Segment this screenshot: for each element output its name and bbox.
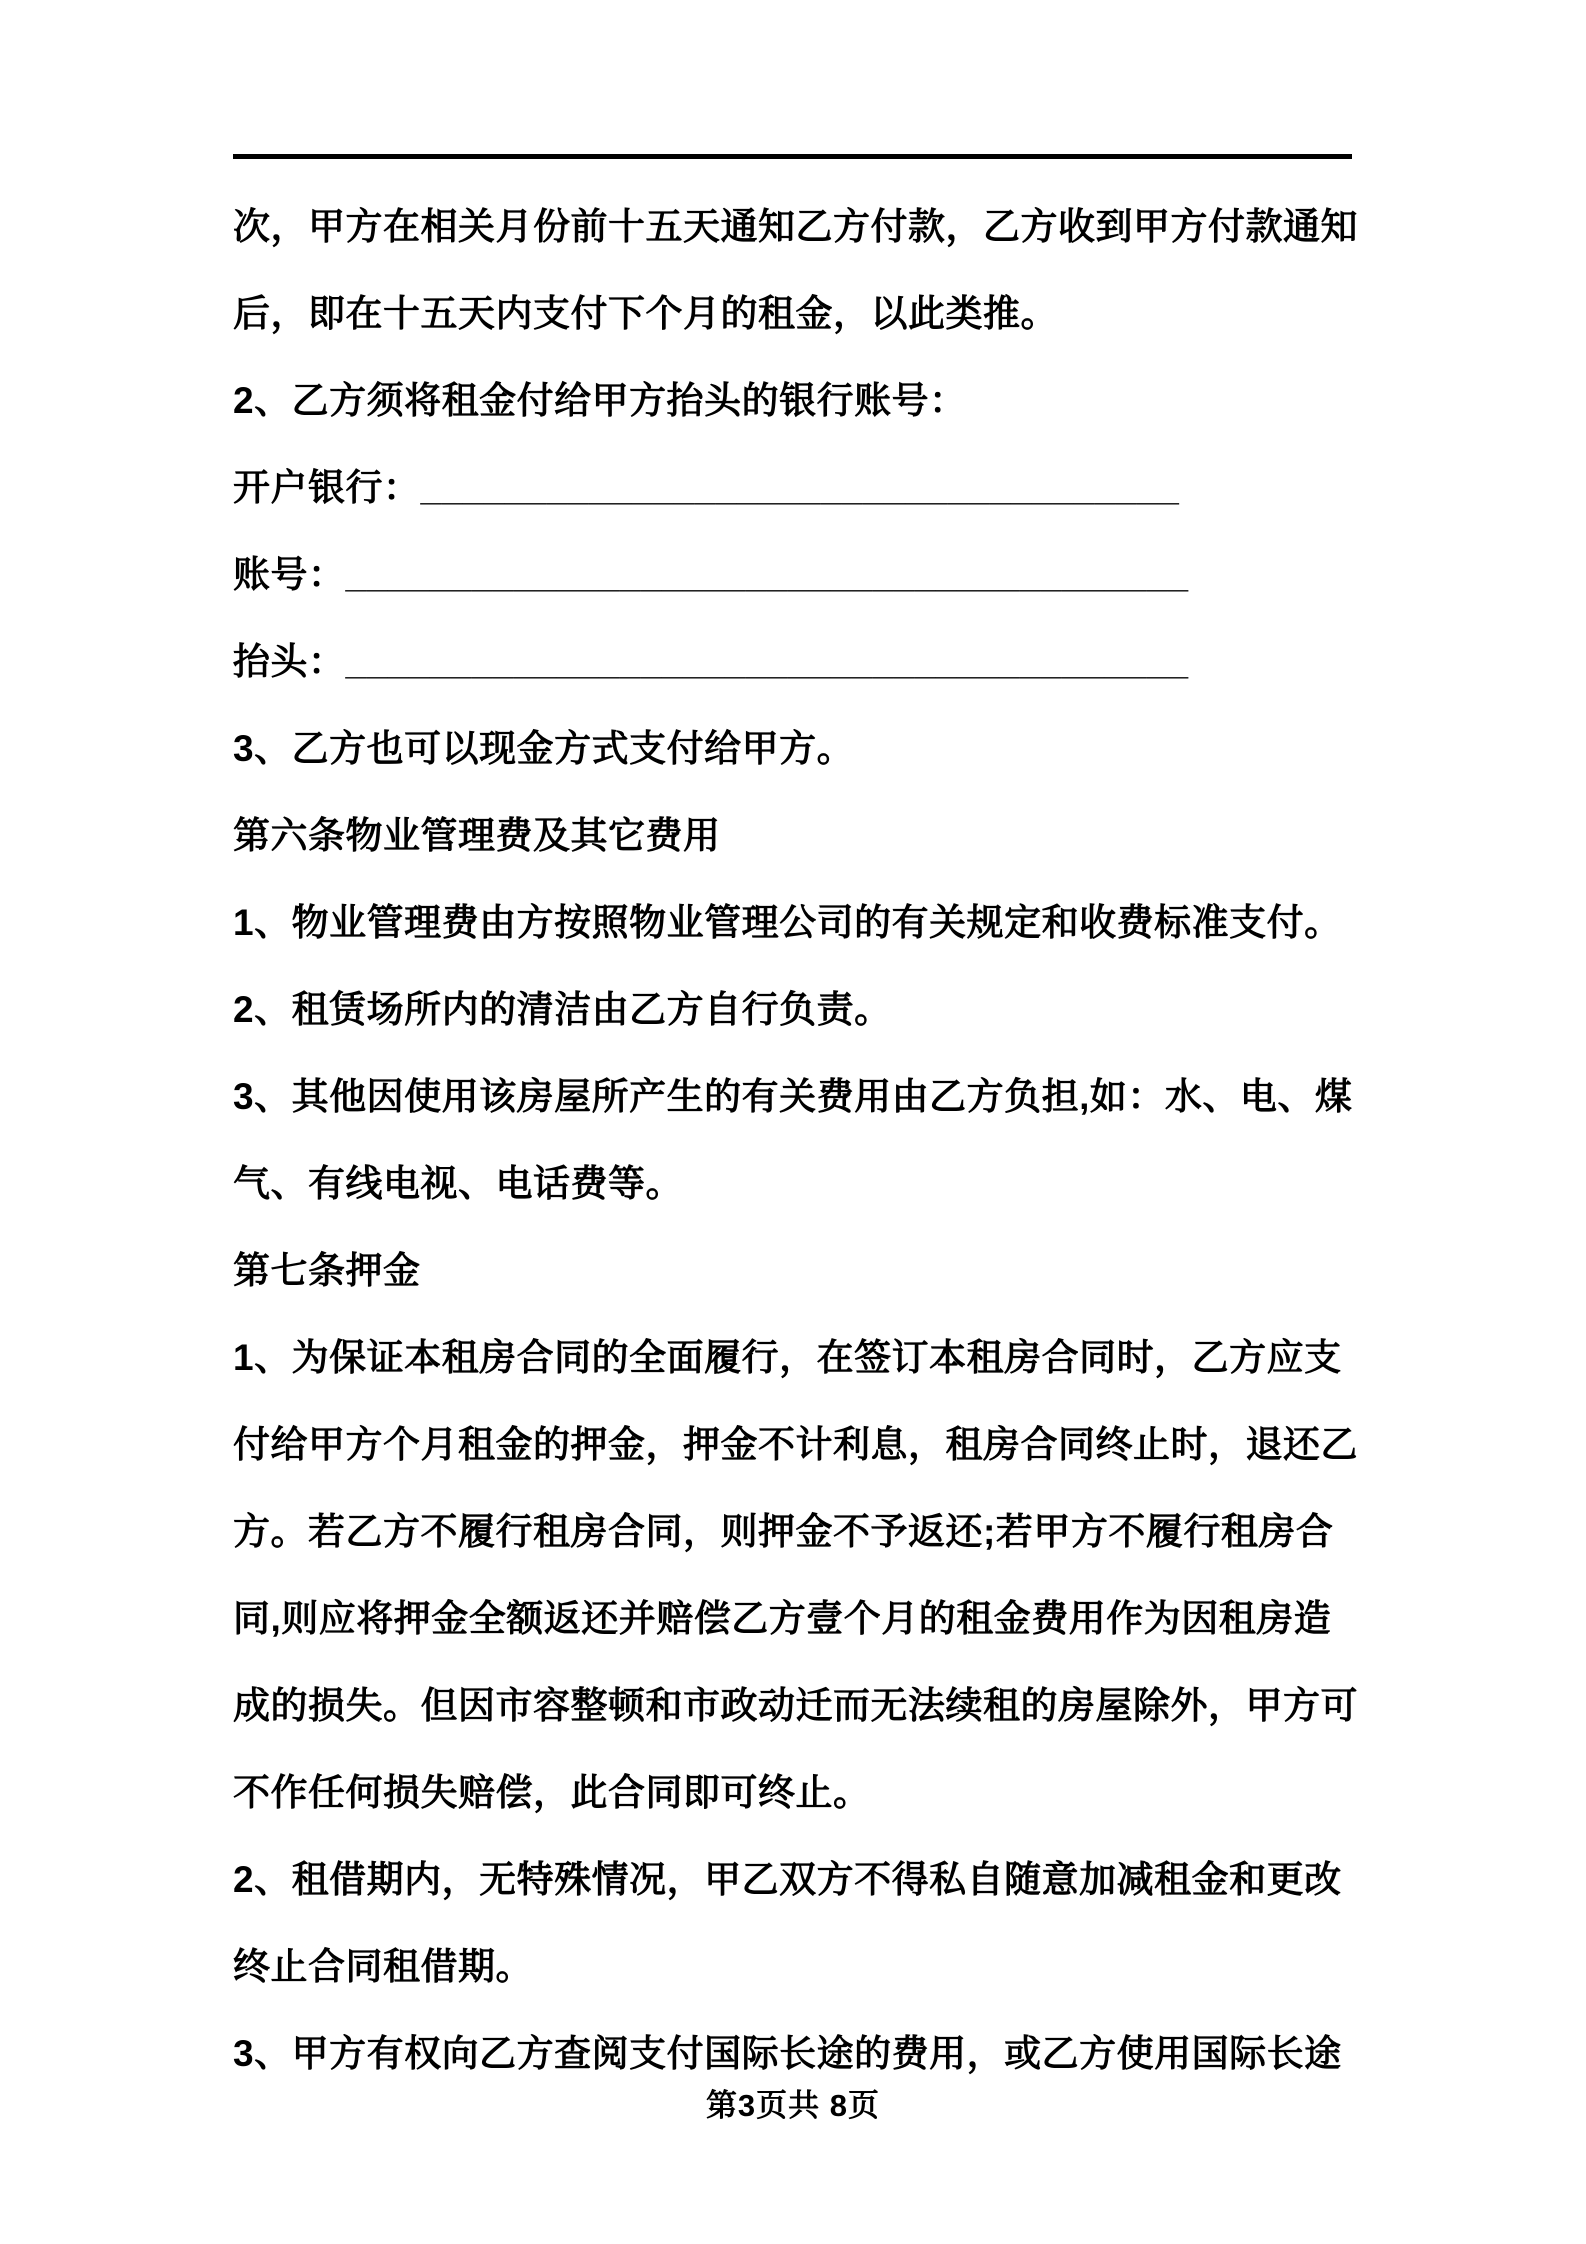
clause-line: 次，甲方在相关月份前十五天通知乙方付款，乙方收到甲方付款通知 [233, 206, 1358, 247]
clause-line: 3、乙方也可以现金方式支付给甲方。 [233, 728, 855, 769]
clause-line: 2、乙方须将租金付给甲方抬头的银行账号： [233, 380, 967, 421]
clause-line: 同,则应将押金全额返还并赔偿乙方壹个月的租金费用作为因租房造 [233, 1598, 1332, 1639]
account-title-blank-line: 抬头：________________________________________ [233, 641, 1189, 682]
bank-name-blank-line: 开户银行：____________________________________ [233, 467, 1180, 508]
section-heading-article-7: 第七条押金 [233, 1250, 421, 1291]
clause-line: 不作任何损失赔偿，此合同即可终止。 [233, 1772, 871, 1813]
clause-line: 3、甲方有权向乙方查阅支付国际长途的费用，或乙方使用国际长途 [233, 2033, 1342, 2074]
clause-line: 后，即在十五天内支付下个月的租金，以此类推。 [233, 293, 1058, 334]
clause-line: 终止合同租借期。 [233, 1946, 533, 1987]
clause-line: 1、为保证本租房合同的全面履行，在签订本租房合同时，乙方应支 [233, 1337, 1342, 1378]
header-rule [233, 154, 1352, 159]
clause-line: 1、物业管理费由方按照物业管理公司的有关规定和收费标准支付。 [233, 902, 1342, 943]
clause-line: 2、租赁场所内的清洁由乙方自行负责。 [233, 989, 892, 1030]
contract-body [233, 183, 1358, 2097]
page-number-footer: 第3页共 8页 [705, 2088, 881, 2123]
section-heading-article-6: 第六条物业管理费及其它费用 [233, 815, 721, 856]
account-number-blank-line: 账号：________________________________________ [233, 554, 1189, 595]
clause-line: 气、有线电视、电话费等。 [233, 1163, 683, 1204]
clause-line: 付给甲方个月租金的押金，押金不计利息，租房合同终止时，退还乙 [233, 1424, 1358, 1465]
clause-line: 成的损失。但因市容整顿和市政动迁而无法续租的房屋除外，甲方可 [233, 1685, 1358, 1726]
clause-line: 方。若乙方不履行租房合同，则押金不予返还;若甲方不履行租房合 [233, 1511, 1334, 1552]
clause-line: 2、租借期内，无特殊情况，甲乙双方不得私自随意加减租金和更改 [233, 1859, 1342, 1900]
clause-line: 3、其他因使用该房屋所产生的有关费用由乙方负担,如：水、电、煤 [233, 1076, 1353, 1117]
